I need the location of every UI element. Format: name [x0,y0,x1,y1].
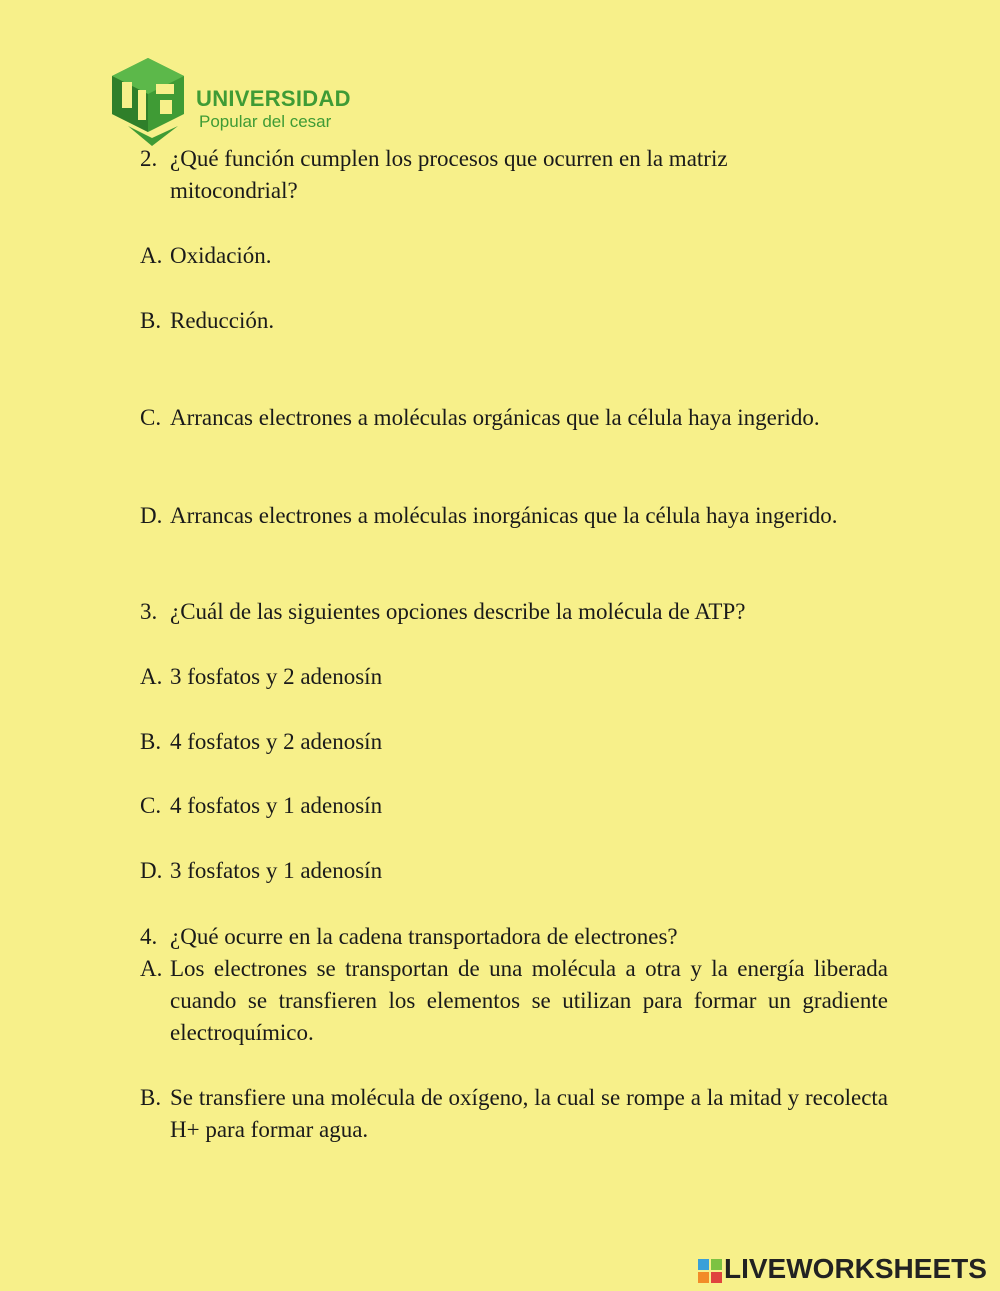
option-3c[interactable] [140,790,382,822]
question-3 [140,596,745,628]
question-4 [140,921,678,953]
option-text: 3 fosfatos y 2 adenosín [170,664,383,689]
university-logo [108,56,368,146]
option-3a[interactable] [140,661,382,693]
option-letter: B. [140,729,162,754]
question-number: 3. [140,599,158,624]
question-text: ¿Qué función cumplen los procesos que ocurren en la matriz mitocondrial? [170,146,728,203]
option-2b[interactable] [140,305,274,337]
question-2 [140,143,888,207]
question-number: 2. [140,146,158,171]
option-letter: A. [140,243,163,268]
option-text: Se transfiere una molécula de oxígeno, la cual se rompe a la mitad y recolecta H+ para formar agua. [170,1085,888,1142]
option-text: Los electrones se transportan de una molécula a otra y la energía liberada cuando se transfieren los elementos se utilizan para formar un gradiente electroquímico. [170,956,888,1045]
question-text: ¿Qué ocurre en la cadena transportadora de electrones? [170,924,678,949]
option-letter: D. [140,858,163,883]
option-2a[interactable] [140,240,272,272]
option-3d[interactable] [140,855,382,887]
option-text: 4 fosfatos y 2 adenosín [170,729,383,754]
option-4b[interactable] [140,1082,888,1146]
option-text: Reducción. [170,308,275,333]
university-emblem-icon [108,56,188,146]
option-2c[interactable] [140,402,888,434]
option-letter: A. [140,956,163,981]
option-letter: C. [140,405,162,430]
option-text: Oxidación. [170,243,272,268]
liveworksheets-logo-icon [698,1259,722,1283]
option-text: Arrancas electrones a moléculas orgánicas que la célula haya ingerido. [170,405,820,430]
logo-subtitle: Popular del cesar [199,112,332,131]
logo-title: UNIVERSIDAD [196,86,351,111]
option-3b[interactable] [140,726,382,758]
brand-text: LIVEWORKSHEETS [724,1253,987,1284]
option-2d[interactable] [140,500,888,532]
option-text: 4 fosfatos y 1 adenosín [170,793,383,818]
option-text: 3 fosfatos y 1 adenosín [170,858,383,883]
option-4a[interactable] [140,953,888,1049]
question-number: 4. [140,924,158,949]
option-letter: C. [140,793,162,818]
option-letter: B. [140,1085,162,1110]
option-letter: B. [140,308,162,333]
option-letter: A. [140,664,163,689]
option-text: Arrancas electrones a moléculas inorgánicas que la célula haya ingerido. [170,503,838,528]
option-letter: D. [140,503,163,528]
question-text: ¿Cuál de las siguientes opciones describe la molécula de ATP? [170,599,746,624]
